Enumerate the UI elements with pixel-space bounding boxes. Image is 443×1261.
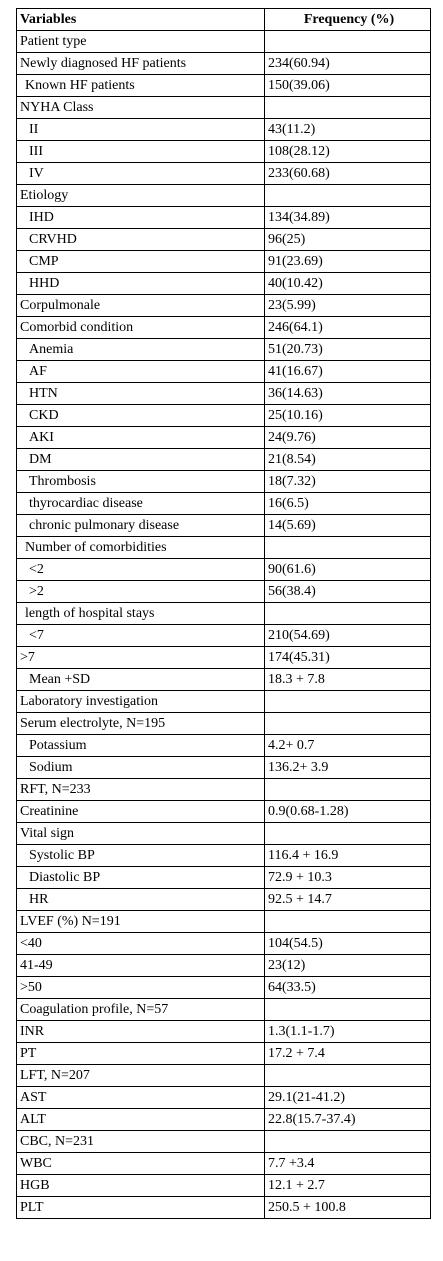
frequency-cell: 250.5 + 100.8 <box>265 1197 431 1219</box>
table-row <box>17 1197 431 1219</box>
frequency-cell: 91(23.69) <box>265 251 431 273</box>
variable-cell: >2 <box>17 581 265 603</box>
frequency-cell: 51(20.73) <box>265 339 431 361</box>
variable-cell: CMP <box>17 251 265 273</box>
table-row <box>17 867 431 889</box>
frequency-cell: 7.7 +3.4 <box>265 1153 431 1175</box>
frequency-cell: 21(8.54) <box>265 449 431 471</box>
variable-cell: LVEF (%) N=191 <box>17 911 265 933</box>
variable-cell: length of hospital stays <box>17 603 265 625</box>
variable-cell: Mean +SD <box>17 669 265 691</box>
table-row <box>17 647 431 669</box>
table-row <box>17 97 431 119</box>
variable-cell: Anemia <box>17 339 265 361</box>
frequency-cell: 18.3 + 7.8 <box>265 669 431 691</box>
variable-cell: Patient type <box>17 31 265 53</box>
table-row <box>17 603 431 625</box>
table-row <box>17 75 431 97</box>
table-row <box>17 977 431 999</box>
frequency-cell <box>265 691 431 713</box>
frequency-cell: 29.1(21-41.2) <box>265 1087 431 1109</box>
table-row <box>17 999 431 1021</box>
frequency-cell: 210(54.69) <box>265 625 431 647</box>
frequency-cell: 0.9(0.68-1.28) <box>265 801 431 823</box>
variable-cell: CKD <box>17 405 265 427</box>
frequency-cell: 234(60.94) <box>265 53 431 75</box>
table-row <box>17 339 431 361</box>
frequency-cell: 22.8(15.7-37.4) <box>265 1109 431 1131</box>
frequency-cell <box>265 779 431 801</box>
variable-cell: III <box>17 141 265 163</box>
frequency-cell: 16(6.5) <box>265 493 431 515</box>
variable-cell: Laboratory investigation <box>17 691 265 713</box>
frequency-cell: 246(64.1) <box>265 317 431 339</box>
table-row <box>17 427 431 449</box>
variable-cell: Coagulation profile, N=57 <box>17 999 265 1021</box>
frequency-cell <box>265 1131 431 1153</box>
frequency-cell: 96(25) <box>265 229 431 251</box>
frequency-cell <box>265 999 431 1021</box>
table-row <box>17 669 431 691</box>
variable-cell: Known HF patients <box>17 75 265 97</box>
table-row <box>17 493 431 515</box>
frequency-cell: 12.1 + 2.7 <box>265 1175 431 1197</box>
frequency-cell: 150(39.06) <box>265 75 431 97</box>
variable-cell: CRVHD <box>17 229 265 251</box>
table-row <box>17 735 431 757</box>
variable-cell: Potassium <box>17 735 265 757</box>
variable-cell: Number of comorbidities <box>17 537 265 559</box>
table-row <box>17 1175 431 1197</box>
table-row <box>17 119 431 141</box>
table-row <box>17 779 431 801</box>
variable-cell: <7 <box>17 625 265 647</box>
variable-cell: Creatinine <box>17 801 265 823</box>
table-row <box>17 801 431 823</box>
frequency-cell <box>265 713 431 735</box>
variable-cell: PLT <box>17 1197 265 1219</box>
table-row <box>17 515 431 537</box>
table-row <box>17 1021 431 1043</box>
table-row <box>17 933 431 955</box>
variable-cell: Serum electrolyte, N=195 <box>17 713 265 735</box>
frequency-cell: 18(7.32) <box>265 471 431 493</box>
variable-cell: PT <box>17 1043 265 1065</box>
table-row <box>17 625 431 647</box>
frequency-cell: 233(60.68) <box>265 163 431 185</box>
variable-cell: II <box>17 119 265 141</box>
frequency-cell: 92.5 + 14.7 <box>265 889 431 911</box>
table-row <box>17 383 431 405</box>
table-row <box>17 31 431 53</box>
variable-cell: ALT <box>17 1109 265 1131</box>
table-row <box>17 405 431 427</box>
table-row <box>17 559 431 581</box>
variable-cell: IV <box>17 163 265 185</box>
frequency-cell <box>265 823 431 845</box>
frequency-cell: 17.2 + 7.4 <box>265 1043 431 1065</box>
frequency-cell: 4.2+ 0.7 <box>265 735 431 757</box>
frequency-cell: 24(9.76) <box>265 427 431 449</box>
table-row <box>17 141 431 163</box>
table-row <box>17 1153 431 1175</box>
variable-cell: INR <box>17 1021 265 1043</box>
table-row <box>17 1109 431 1131</box>
table-row <box>17 1131 431 1153</box>
frequency-cell: 23(5.99) <box>265 295 431 317</box>
table-row <box>17 823 431 845</box>
variable-cell: HHD <box>17 273 265 295</box>
table-row <box>17 1043 431 1065</box>
variable-cell: <2 <box>17 559 265 581</box>
variable-cell: NYHA Class <box>17 97 265 119</box>
frequency-cell: 40(10.42) <box>265 273 431 295</box>
table-row <box>17 757 431 779</box>
variable-cell: Systolic BP <box>17 845 265 867</box>
frequency-cell: 134(34.89) <box>265 207 431 229</box>
table-row <box>17 229 431 251</box>
table-row <box>17 295 431 317</box>
variable-cell: AKI <box>17 427 265 449</box>
variable-cell: Vital sign <box>17 823 265 845</box>
frequency-cell: 41(16.67) <box>265 361 431 383</box>
table-row <box>17 1065 431 1087</box>
frequency-cell: 14(5.69) <box>265 515 431 537</box>
column-header-frequency: Frequency (%) <box>265 9 431 31</box>
table-row <box>17 581 431 603</box>
frequency-cell: 43(11.2) <box>265 119 431 141</box>
frequency-cell: 25(10.16) <box>265 405 431 427</box>
variable-cell: thyrocardiac disease <box>17 493 265 515</box>
column-header-variables: Variables <box>17 9 265 31</box>
table-row <box>17 1087 431 1109</box>
table-row <box>17 185 431 207</box>
table-row <box>17 691 431 713</box>
table-row <box>17 273 431 295</box>
table-row <box>17 911 431 933</box>
frequency-cell: 64(33.5) <box>265 977 431 999</box>
frequency-cell: 108(28.12) <box>265 141 431 163</box>
frequency-cell <box>265 97 431 119</box>
table-row <box>17 53 431 75</box>
table-row <box>17 537 431 559</box>
table-header-row <box>17 9 431 31</box>
variable-cell: 41-49 <box>17 955 265 977</box>
frequency-cell: 116.4 + 16.9 <box>265 845 431 867</box>
variable-cell: Etiology <box>17 185 265 207</box>
variable-cell: Comorbid condition <box>17 317 265 339</box>
table-row <box>17 713 431 735</box>
table-row <box>17 361 431 383</box>
variable-cell: WBC <box>17 1153 265 1175</box>
frequency-cell <box>265 537 431 559</box>
frequency-cell: 104(54.5) <box>265 933 431 955</box>
variable-cell: Newly diagnosed HF patients <box>17 53 265 75</box>
variable-cell: HGB <box>17 1175 265 1197</box>
frequency-cell: 72.9 + 10.3 <box>265 867 431 889</box>
table-row <box>17 889 431 911</box>
variable-cell: CBC, N=231 <box>17 1131 265 1153</box>
frequency-table <box>16 8 431 1219</box>
variable-cell: AF <box>17 361 265 383</box>
variable-cell: Sodium <box>17 757 265 779</box>
table-row <box>17 955 431 977</box>
frequency-cell: 90(61.6) <box>265 559 431 581</box>
table-row <box>17 317 431 339</box>
variable-cell: Thrombosis <box>17 471 265 493</box>
frequency-cell: 23(12) <box>265 955 431 977</box>
frequency-cell <box>265 185 431 207</box>
variable-cell: RFT, N=233 <box>17 779 265 801</box>
frequency-cell: 36(14.63) <box>265 383 431 405</box>
variable-cell: >50 <box>17 977 265 999</box>
frequency-cell: 1.3(1.1-1.7) <box>265 1021 431 1043</box>
table-row <box>17 471 431 493</box>
variable-cell: AST <box>17 1087 265 1109</box>
variable-cell: Corpulmonale <box>17 295 265 317</box>
frequency-cell: 174(45.31) <box>265 647 431 669</box>
variable-cell: HR <box>17 889 265 911</box>
variable-cell: IHD <box>17 207 265 229</box>
variable-cell: Diastolic BP <box>17 867 265 889</box>
frequency-cell <box>265 31 431 53</box>
variable-cell: >7 <box>17 647 265 669</box>
table-row <box>17 449 431 471</box>
frequency-cell <box>265 603 431 625</box>
table-row <box>17 251 431 273</box>
variable-cell: HTN <box>17 383 265 405</box>
variable-cell: chronic pulmonary disease <box>17 515 265 537</box>
table-row <box>17 207 431 229</box>
frequency-cell: 56(38.4) <box>265 581 431 603</box>
variable-cell: <40 <box>17 933 265 955</box>
frequency-cell <box>265 1065 431 1087</box>
table-body <box>17 31 431 1219</box>
frequency-cell <box>265 911 431 933</box>
variable-cell: LFT, N=207 <box>17 1065 265 1087</box>
table-row <box>17 845 431 867</box>
table-row <box>17 163 431 185</box>
variable-cell: DM <box>17 449 265 471</box>
frequency-cell: 136.2+ 3.9 <box>265 757 431 779</box>
